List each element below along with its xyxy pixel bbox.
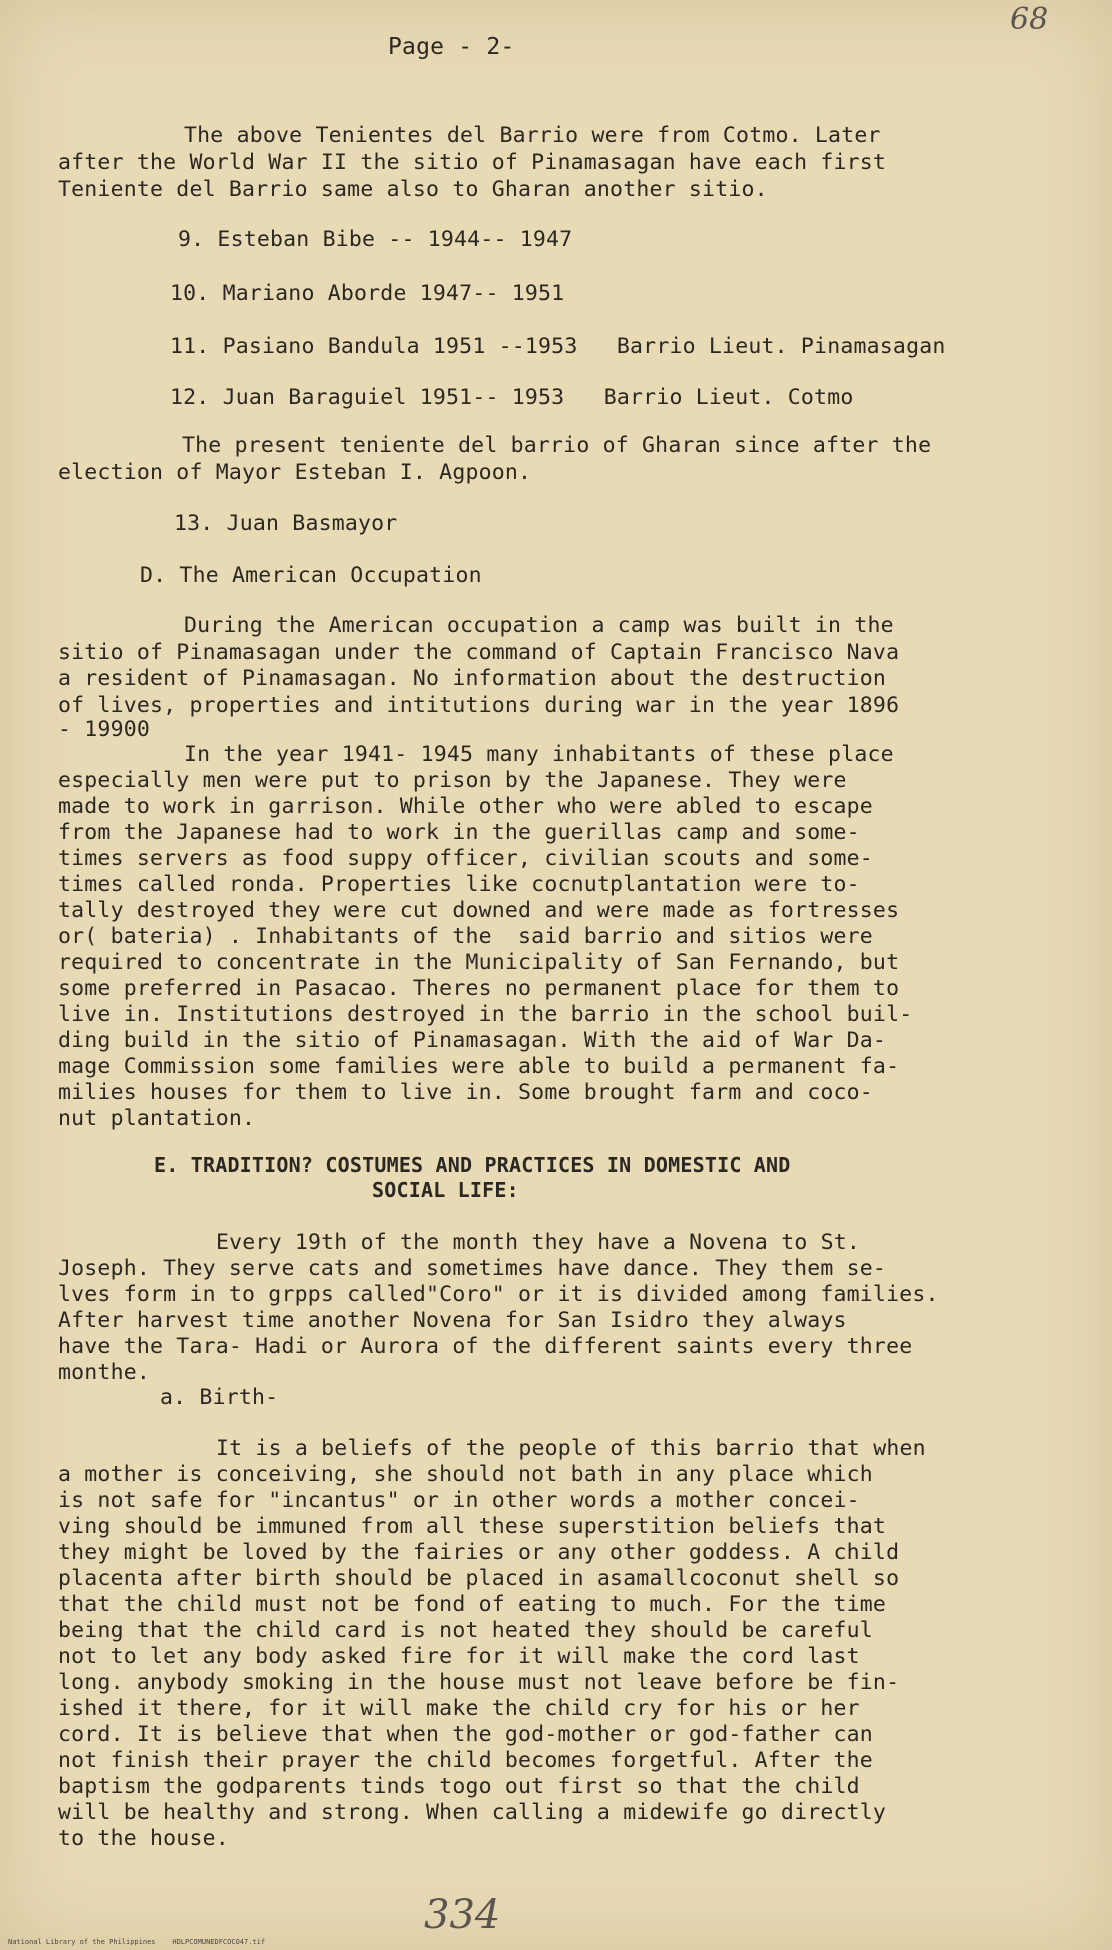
text-line: sitio of Pinamasagan under the command of Captain Francisco Nava <box>58 640 900 665</box>
text-line: After harvest time another Novena for San Isidro they always <box>58 1308 847 1333</box>
text-line: In the year 1941- 1945 many inhabitants of these place <box>184 742 894 767</box>
text-line: not finish their prayer the child becomes forgetful. After the <box>58 1748 873 1773</box>
list-item: 10. Mariano Aborde 1947-- 1951 <box>170 281 565 306</box>
scan-footer: National Library of the Philippines HDLPCOMUNEDFCOCO47.tif <box>8 1938 266 1946</box>
text-line: especially men were put to prison by the Japanese. They were <box>58 768 847 793</box>
list-item: 11. Pasiano Bandula 1951 --1953 Barrio Lieut. Pinamasagan <box>170 334 946 359</box>
text-line: ding build in the sitio of Pinamasagan. With the aid of War Da- <box>58 1028 887 1053</box>
text-line: ished it there, for it will make the child cry for his or her <box>58 1696 860 1721</box>
text-line: not to let any body asked fire for it will make the cord last <box>58 1644 860 1669</box>
text-line: or( bateria) . Inhabitants of the said barrio and sitios were <box>58 924 873 949</box>
text-line: they might be loved by the fairies or any other goddess. A child <box>58 1540 900 1565</box>
text-line: some preferred in Pasacao. Theres no permanent place for them to <box>58 976 900 1001</box>
list-item: 9. Esteban Bibe -- 1944-- 1947 <box>178 227 573 252</box>
text-line: During the American occupation a camp was built in the <box>184 613 894 638</box>
text-line: from the Japanese had to work in the guerillas camp and some- <box>58 820 860 845</box>
text-line: made to work in garrison. While other who were abled to escape <box>58 794 873 819</box>
handwritten-page-number: 68 <box>1010 2 1049 37</box>
list-item: 13. Juan Basmayor <box>174 511 398 536</box>
text-line: a mother is conceiving, she should not bath in any place which <box>58 1462 873 1487</box>
text-line: mage Commission some families were able to build a permanent fa- <box>58 1054 900 1079</box>
subheading: a. Birth- <box>160 1385 279 1410</box>
section-heading: E. TRADITION? COSTUMES AND PRACTICES IN DOMESTIC AND <box>154 1153 791 1177</box>
text-line: ving should be immuned from all these superstition beliefs that <box>58 1514 887 1539</box>
text-line: times servers as food suppy officer, civilian scouts and some- <box>58 846 873 871</box>
text-line: nut plantation. <box>58 1106 256 1131</box>
text-line: The above Tenientes del Barrio were from Cotmo. Later <box>184 123 881 148</box>
text-line: placenta after birth should be placed in asamallcoconut shell so <box>58 1566 900 1591</box>
text-line: times called ronda. Properties like cocnutplantation were to- <box>58 872 860 897</box>
text-line: Joseph. They serve cats and sometimes have dance. They them se- <box>58 1256 887 1281</box>
section-heading: SOCIAL LIFE: <box>372 1178 519 1202</box>
text-line: after the World War II the sitio of Pinamasagan have each first <box>58 150 887 175</box>
text-line: Teniente del Barrio same also to Gharan another sitio. <box>58 177 768 202</box>
text-line: baptism the godparents tinds togo out first so that the child <box>58 1774 860 1799</box>
text-line: Every 19th of the month they have a Novena to St. <box>216 1230 861 1255</box>
section-heading: D. The American Occupation <box>140 563 482 588</box>
text-line: that the child must not be fond of eating to much. For the time <box>58 1592 887 1617</box>
text-line: have the Tara- Hadi or Aurora of the different saints every three <box>58 1334 913 1359</box>
text-line: election of Mayor Esteban I. Agpoon. <box>58 460 532 485</box>
text-line: - 19900 <box>58 717 151 742</box>
text-line: The present teniente del barrio of Gharan since after the <box>182 433 932 458</box>
text-line: tally destroyed they were cut downed and were made as fortresses <box>58 898 900 923</box>
text-line: lves form in to grpps called"Coro" or it is divided among families. <box>58 1282 939 1307</box>
text-line: milies houses for them to live in. Some brought farm and coco- <box>58 1080 873 1105</box>
text-line: will be healthy and strong. When calling a midewife go directly <box>58 1800 887 1825</box>
text-line: long. anybody smoking in the house must not leave before be fin- <box>58 1670 900 1695</box>
text-line: It is a beliefs of the people of this barrio that when <box>216 1436 926 1461</box>
text-line: a resident of Pinamasagan. No information about the destruction <box>58 666 887 691</box>
text-line: being that the child card is not heated they should be careful <box>58 1618 873 1643</box>
text-line: of lives, properties and intitutions during war in the year 1896 <box>58 693 900 718</box>
text-line: is not safe for "incantus" or in other words a mother concei- <box>58 1488 860 1513</box>
page-header: Page - 2- <box>388 34 515 60</box>
text-line: cord. It is believe that when the god-mother or god-father can <box>58 1722 873 1747</box>
text-line: live in. Institutions destroyed in the barrio in the school buil- <box>58 1002 913 1027</box>
text-line: monthe. <box>58 1360 151 1385</box>
text-line: to the house. <box>58 1826 229 1851</box>
list-item: 12. Juan Baraguiel 1951-- 1953 Barrio Lieut. Cotmo <box>170 385 854 410</box>
handwritten-number: 334 <box>424 1892 501 1938</box>
text-line: required to concentrate in the Municipality of San Fernando, but <box>58 950 900 975</box>
